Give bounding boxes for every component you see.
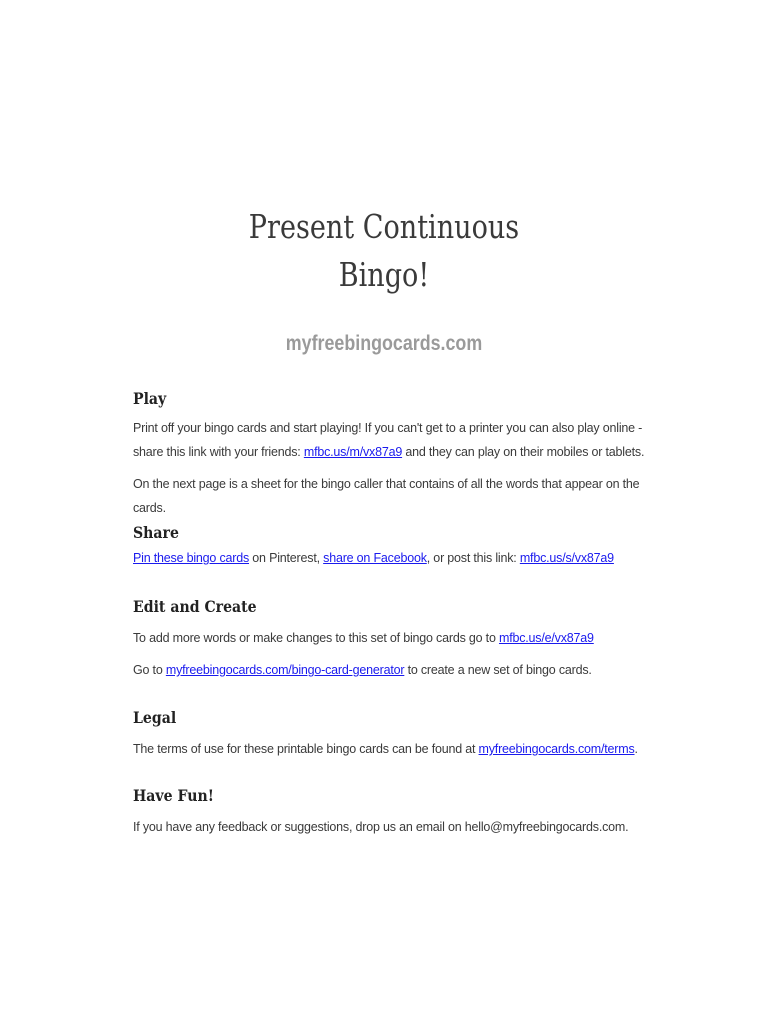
site-name: myfreebingocards.com — [285, 332, 483, 355]
play-paragraph-1 — [133, 416, 653, 464]
edit-text-1: To add more words or make changes to this set of bingo cards go to — [133, 631, 499, 645]
title-line-2: Bingo! — [338, 255, 430, 294]
edit-paragraph-2 — [133, 658, 653, 682]
legal-paragraph — [133, 737, 653, 761]
edit-heading: Edit and Create — [133, 597, 257, 616]
section-play — [133, 388, 653, 520]
edit-link[interactable]: mfbc.us/e/vx87a9 — [498, 631, 594, 645]
edit-paragraph-1 — [133, 626, 653, 650]
share-text-2: , or post this link: — [426, 551, 520, 565]
pinterest-link[interactable]: Pin these bingo cards — [133, 551, 250, 565]
share-text-1: on Pinterest, — [249, 551, 324, 565]
page-title — [69, 203, 699, 299]
play-text-2: and they can play on their mobiles or tablets. — [402, 445, 645, 459]
have-fun-heading: Have Fun! — [133, 786, 214, 805]
share-heading: Share — [133, 523, 179, 542]
legal-text-1: The terms of use for these printable bingo cards can be found at — [133, 742, 479, 756]
section-legal — [133, 707, 653, 761]
section-edit — [133, 596, 653, 682]
edit-text-3: to create a new set of bingo cards. — [404, 663, 592, 677]
section-share — [133, 522, 653, 570]
share-paragraph — [133, 546, 653, 570]
section-have-fun — [133, 785, 653, 839]
terms-link[interactable]: myfreebingocards.com/terms — [478, 742, 635, 756]
have-fun-paragraph: If you have any feedback or suggestions, drop us an email on hello@myfreebingocards.com. — [133, 820, 629, 834]
legal-heading: Legal — [133, 708, 177, 727]
legal-text-2: . — [634, 742, 638, 756]
generator-link[interactable]: myfreebingocards.com/bingo-card-generator — [165, 663, 405, 677]
play-online-link[interactable]: mfbc.us/m/vx87a9 — [303, 445, 403, 459]
share-link[interactable]: mfbc.us/s/vx87a9 — [519, 551, 614, 565]
play-heading: Play — [133, 389, 167, 408]
facebook-link[interactable]: share on Facebook — [323, 551, 427, 565]
title-line-1: Present Continuous — [248, 207, 520, 246]
play-paragraph-2: On the next page is a sheet for the bingo caller that contains of all the words that appear on the cards. — [133, 477, 640, 515]
edit-text-2: Go to — [133, 663, 166, 677]
play-text-1: Print off your bingo cards and start playing! If you can't get to a printer you can also play online - share this link with your friends: — [133, 421, 643, 459]
